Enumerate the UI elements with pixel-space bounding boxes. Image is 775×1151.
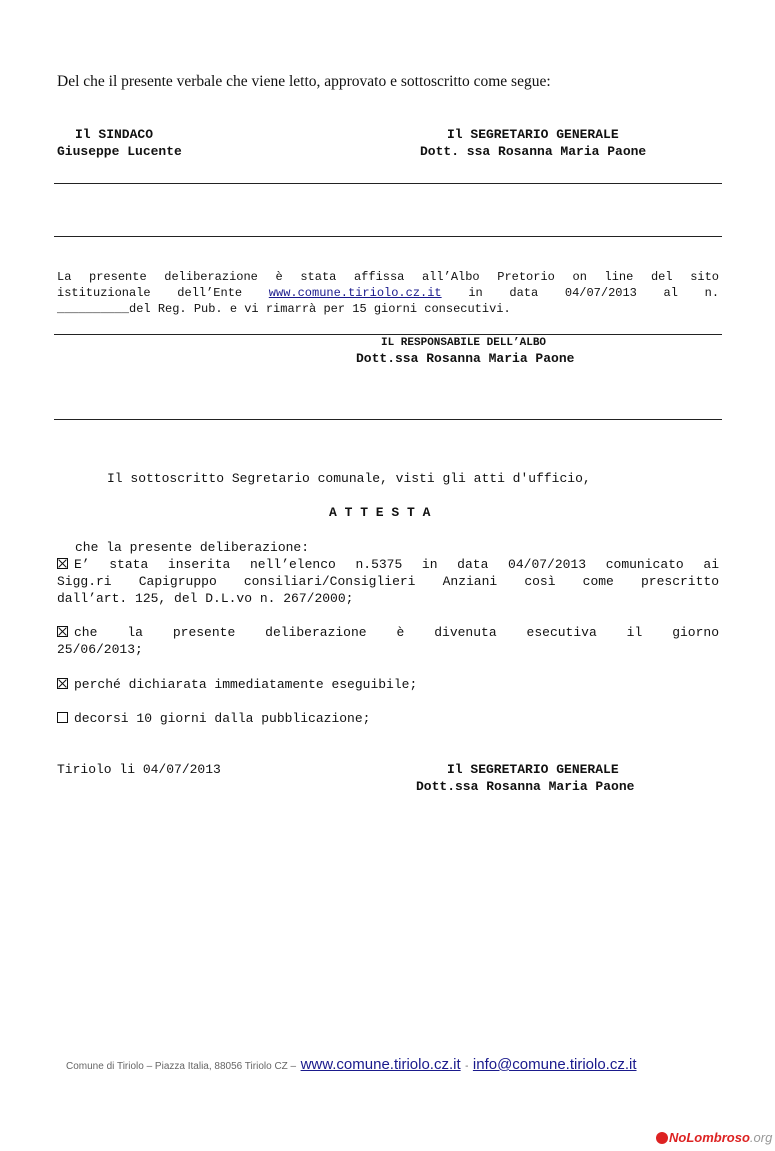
item-3-line: [57, 677, 417, 692]
albo-website-link[interactable]: www.comune.tiriolo.cz.it: [268, 286, 442, 300]
logo-part-2: Lombroso: [686, 1130, 750, 1145]
closing-name: Dott.ssa Rosanna Maria Paone: [416, 779, 635, 794]
footer-website-link[interactable]: www.comune.tiriolo.cz.it: [300, 1056, 461, 1073]
footer-separator: -: [465, 1061, 469, 1072]
item-1-text: E’ stata inserita nell’elenco n.5375 in data 04/07/2013 comunicato ai: [74, 557, 719, 572]
item-3-checkbox[interactable]: [57, 678, 68, 689]
item-1-line-1: [57, 557, 719, 572]
place-date: Tiriolo li 04/07/2013: [57, 762, 221, 777]
item-2-line-2: 25/06/2013;: [57, 642, 143, 657]
attestation-heading: A T T E S T A: [329, 505, 431, 520]
albo-responsible-role: IL RESPONSABILE DELL’ALBO: [381, 337, 547, 349]
item-2-line-1: [57, 625, 719, 640]
item-3-text: perché dichiarata immediatamente eseguibile;: [74, 677, 418, 692]
intro-text: Del che il presente verbale che viene letto, approvato e sottoscritto come segue:: [57, 73, 551, 90]
footer-address: Comune di Tiriolo – Piazza Italia, 88056 Tiriolo CZ –: [66, 1061, 297, 1072]
attestation-intro: che la presente deliberazione:: [75, 540, 310, 555]
nolombroso-logo: [656, 1130, 772, 1145]
secretary-role: Il SEGRETARIO GENERALE: [447, 127, 619, 142]
logo-part-3: .org: [749, 1130, 773, 1145]
item-1-line-3: dall’art. 125, del D.L.vo n. 267/2000;: [57, 591, 354, 606]
footer-email-link[interactable]: info@comune.tiriolo.cz.it: [472, 1056, 637, 1073]
logo-part-1: No: [669, 1130, 687, 1145]
mayor-name: Giuseppe Lucente: [57, 144, 182, 159]
albo-responsible-name: Dott.ssa Rosanna Maria Paone: [356, 351, 575, 366]
publication-line-2-pre: istituzionale dell’Ente: [57, 286, 243, 300]
footer: [66, 1056, 637, 1074]
register-number-blank: __________: [57, 302, 130, 316]
item-1-line-2: Sigg.ri Capigruppo consiliari/Consiglieri Anziani così come prescritto: [57, 574, 719, 589]
closing-role: Il SEGRETARIO GENERALE: [447, 762, 619, 777]
logo-icon: [656, 1132, 668, 1144]
item-4-text: decorsi 10 giorni dalla pubblicazione;: [74, 711, 371, 726]
mayor-role: Il SINDACO: [75, 127, 154, 142]
item-4-checkbox[interactable]: [57, 712, 68, 723]
publication-line-3: [57, 302, 511, 316]
item-1-checkbox[interactable]: [57, 558, 68, 569]
item-2-checkbox[interactable]: [57, 626, 68, 637]
publication-line-2: [57, 286, 719, 300]
divider-1: [54, 183, 722, 184]
publication-line-2-post: in data 04/07/2013 al n.: [468, 286, 720, 300]
publication-line-3-text: del Reg. Pub. e vi rimarrà per 15 giorni consecutivi.: [129, 302, 511, 316]
divider-2: [54, 236, 722, 237]
publication-line-1: La presente deliberazione è stata affissa all’Albo Pretorio on line del sito: [57, 270, 719, 284]
secretary-name: Dott. ssa Rosanna Maria Paone: [420, 144, 647, 159]
attestation-preamble: Il sottoscritto Segretario comunale, visti gli atti d'ufficio,: [107, 471, 591, 486]
item-2-text: che la presente deliberazione è divenuta esecutiva il giorno: [74, 625, 719, 640]
divider-3: [54, 334, 722, 335]
item-4-line: [57, 711, 370, 726]
divider-4: [54, 419, 722, 420]
